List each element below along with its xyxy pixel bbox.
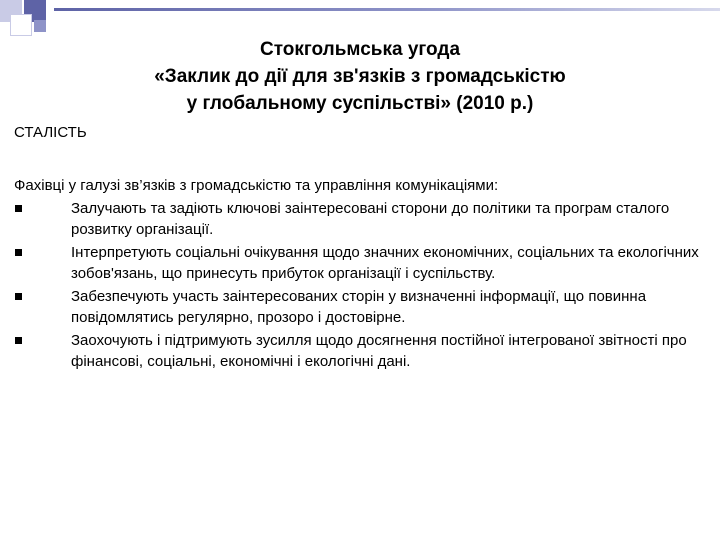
decorative-line — [54, 8, 720, 11]
title-line: «Заклик до дії для зв'язків з громадськістю — [154, 66, 566, 87]
decorative-squares — [0, 0, 60, 40]
list-item — [14, 286, 704, 328]
bullet-list — [14, 198, 704, 374]
decorative-header — [0, 0, 720, 40]
square-bullet-icon — [15, 205, 22, 212]
square-bullet-icon — [15, 249, 22, 256]
slide-title — [60, 36, 660, 117]
list-item — [14, 242, 704, 284]
intro-text: Фахівці у галузі зв’язків з громадськістю та управління комунікаціями: — [14, 177, 499, 194]
title-line: Стокгольмська угода — [259, 39, 461, 60]
square-bullet-icon — [15, 293, 22, 300]
bullet-text: Залучають та задіють ключові заінтересовані сторони до політики та програм сталого розвитку організації. — [71, 200, 670, 238]
list-item — [14, 330, 704, 372]
bullet-text: Забезпечують участь заінтересованих сторін у визначенні інформації, що повинна повідомлятись регулярно, прозоро і достовірне. — [71, 288, 647, 326]
list-item — [14, 198, 704, 240]
bullet-text: Інтерпретують соціальні очікування щодо значних економічних, соціальних та екологічних зобов'язань, що принесуть прибуток організації і суспільству. — [71, 244, 699, 282]
section-heading: СТАЛІСТЬ — [14, 124, 87, 141]
bullet-text: Заохочують і підтримують зусилля щодо досягнення постійної інтегрованої звітності про фінансові, соціальні, економічні і екологічні дані. — [71, 332, 687, 370]
square-bullet-icon — [15, 337, 22, 344]
title-line: у глобальному суспільстві» (2010 р.) — [186, 93, 534, 114]
